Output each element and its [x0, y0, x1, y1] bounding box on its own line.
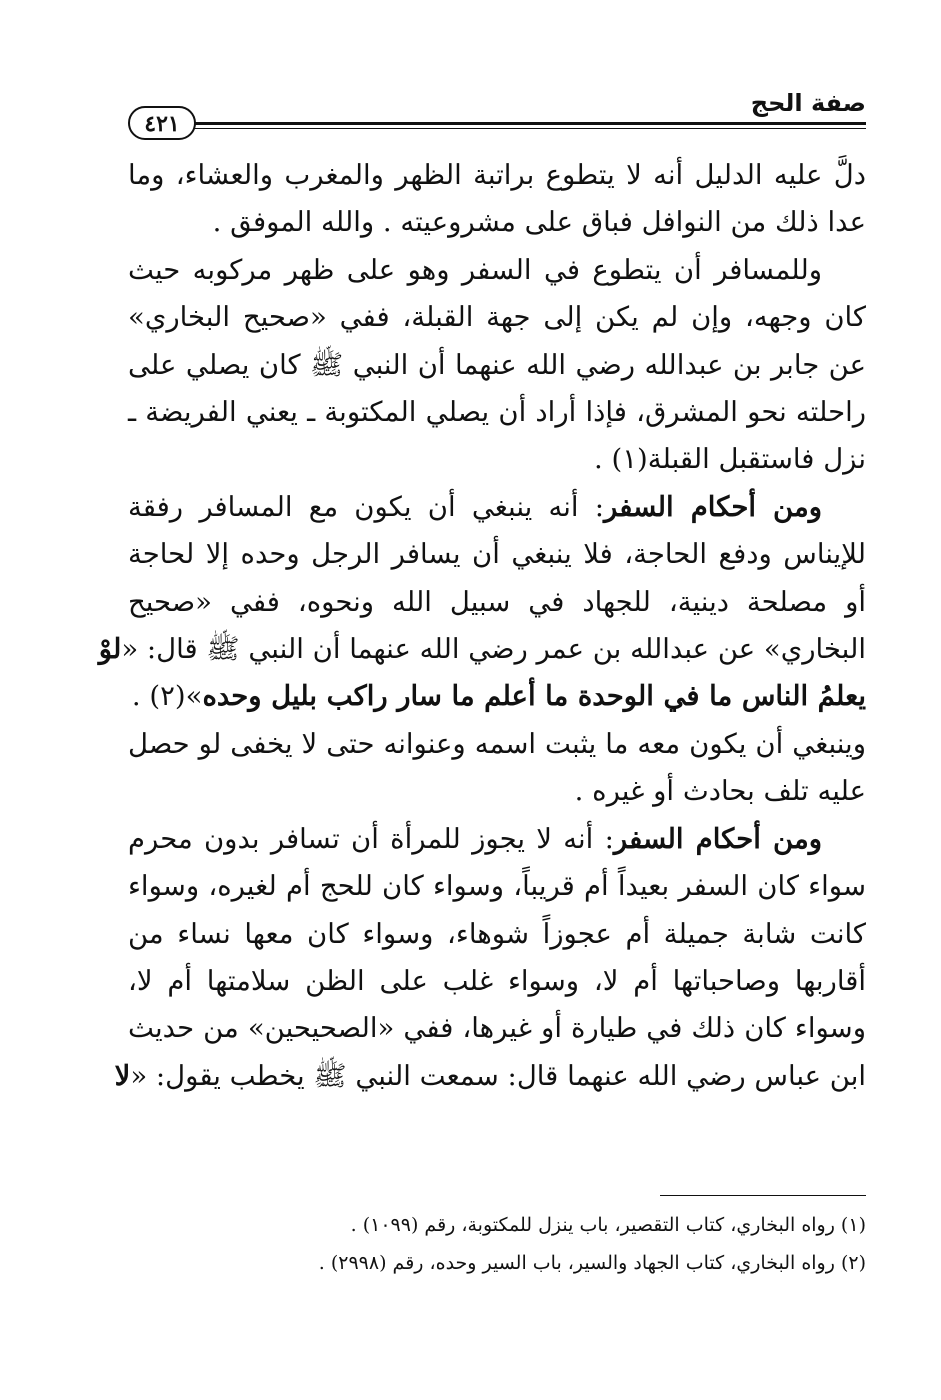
text-line: وينبغي أن يكون معه ما يثبت اسمه وعنوانه حتى لا يخفى لو حصل: [128, 727, 866, 760]
hadith-quote: لا: [114, 1059, 131, 1092]
text-line: نزل فاستقبل القبلة(١) .: [594, 443, 866, 476]
text-span: : أنه لا يجوز للمرأة أن تسافر بدون محرم: [128, 822, 614, 855]
text-line: عليه تلف بحادث أو غيره .: [574, 775, 866, 808]
section-lead: ومن أحكام السفر: [613, 822, 822, 855]
header-rule: [192, 122, 866, 125]
text-line: كانت شابة جميلة أم عجوزاً شوهاء، وسواء كان معها نساء من: [128, 917, 866, 950]
text-line: للإيناس ودفع الحاجة، فلا ينبغي أن يسافر الرجل وحده إلا لحاجة: [128, 538, 866, 571]
text-line: راحلته نحو المشرق، فإذا أراد أن يصلي المكتوبة ـ يعني الفريضة ـ: [128, 396, 866, 429]
footnote-rule: [660, 1195, 866, 1196]
page-number: ٤٢١: [128, 106, 196, 140]
text-line: أقاربها وصاحباتها أم لا، وسواء غلب على الظن سلامتها أم لا،: [128, 964, 866, 997]
page-header: [128, 86, 866, 138]
hadith-quote: لوْ: [98, 633, 122, 666]
text-line: كان وجهه، وإن لم يكن إلى جهة القبلة، ففي «صحيح البخاري»: [128, 301, 866, 334]
header-rule-thin: [192, 128, 866, 129]
text-line: عن جابر بن عبدالله رضي الله عنهما أن النبي ﷺ كان يصلي على: [128, 348, 866, 381]
running-title: صفة الحج: [750, 89, 866, 117]
hadith-quote: يعلمُ الناس ما في الوحدة ما أعلم ما سار راكب بليل وحده: [202, 680, 866, 713]
text-line: [98, 626, 866, 673]
text-span: : أنه ينبغي أن يكون مع المسافر رفقة: [128, 490, 605, 523]
paragraph-1: [128, 152, 866, 247]
text-line: [128, 816, 866, 863]
text-line: عدا ذلك من النوافل فباق على مشروعيته . والله الموفق .: [212, 206, 866, 239]
section-lead: ومن أحكام السفر: [604, 490, 822, 523]
text-line: دلَّ عليه الدليل أنه لا يتطوع براتبة الظهر والمغرب والعشاء، وما: [128, 159, 866, 191]
text-line: سواء كان السفر بعيداً أم قريباً، وسواء كان للحج أم لغيره، وسواء: [128, 870, 866, 903]
text-line: [128, 673, 866, 720]
footnote-1: (١) رواه البخاري، كتاب التقصير، باب ينزل للمكتوبة، رقم (١٠٩٩) .: [350, 1214, 866, 1236]
paragraph-2: [128, 247, 866, 484]
text-span: البخاري» عن عبدالله بن عمر رضي الله عنهما أن النبي ﷺ قال: «: [121, 633, 866, 666]
text-line: وسواء كان ذلك في طيارة أو غيرها، ففي «الصحيحين» من حديث: [128, 1012, 866, 1045]
main-text: [98, 152, 866, 1100]
text-line: [114, 1053, 866, 1100]
text-span: »(٢) .: [131, 680, 203, 713]
paragraph-4: [114, 816, 866, 1100]
text-line: [128, 484, 866, 531]
footnotes: [128, 1206, 866, 1282]
text-line: وللمسافر أن يتطوع في السفر وهو على ظهر مركوبه حيث: [128, 253, 822, 286]
text-span: ابن عباس رضي الله عنهما قال: سمعت النبي ﷺ يخطب يقول: «: [130, 1059, 866, 1092]
paragraph-3: [98, 484, 866, 816]
text-line: أو مصلحة دينية، للجهاد في سبيل الله ونحوه، ففي «صحيح: [128, 585, 866, 618]
footnote-2: (٢) رواه البخاري، كتاب الجهاد والسير، باب السير وحده، رقم (٢٩٩٨) .: [318, 1252, 866, 1274]
